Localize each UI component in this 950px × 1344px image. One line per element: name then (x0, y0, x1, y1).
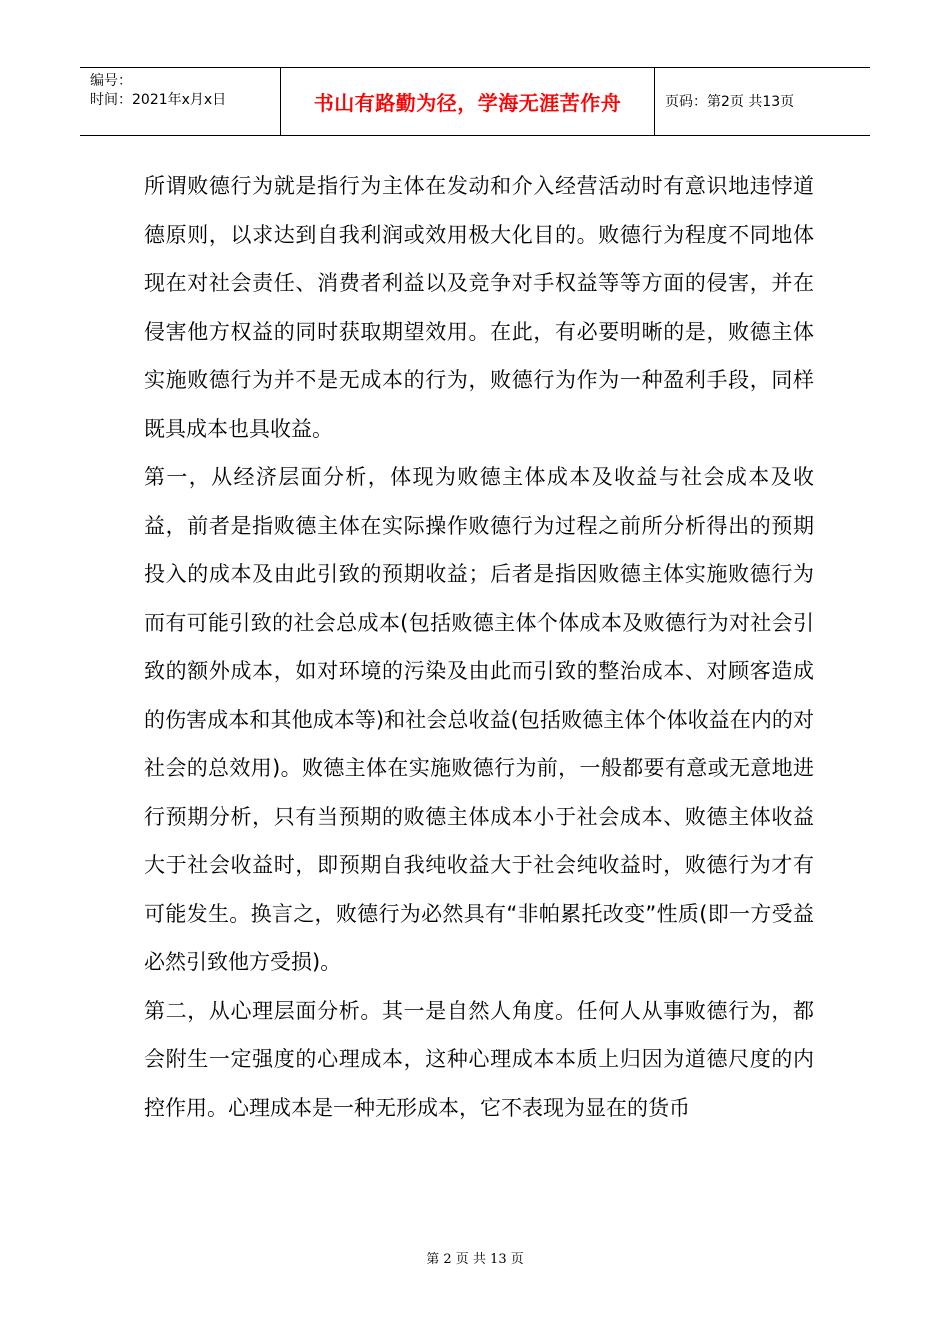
header-motto-cell (281, 68, 655, 135)
document-header (80, 67, 870, 136)
page-footer-number: 第 2 页 共 13 页 (426, 1252, 524, 1267)
paragraph: 所谓败德行为就是指行为主体在发动和介入经营活动时有意识地违悖道德原则，以求达到自我利润或效用极大化目的。败德行为程度不同地体现在对社会责任、消费者利益以及竞争对手权益等等方面的侵害，并在侵害他方权益的同时获取期望效用。在此，有必要明晰的是，败德主体实施败德行为并不是无成本的行为，败德行为作为一种盈利手段，同样既具成本也具收益。 (144, 174, 814, 441)
paragraph: 第二，从心理层面分析。其一是自然人角度。任何人从事败德行为，都会附生一定强度的心理成本，这种心理成本本质上归因为道德尺度的内控作用。心理成本是一种无形成本，它不表现为显在的货币 (144, 998, 814, 1120)
document-code-label: 编号： (90, 73, 132, 89)
header-motto: 书山有路勤为径，学海无涯苦作舟 (313, 91, 622, 115)
document-date-label: 时间：2021年x月x日 (90, 92, 227, 108)
header-meta-cell (80, 68, 281, 135)
header-page-cell (655, 68, 870, 135)
paragraph: 第一，从经济层面分析，体现为败德主体成本及收益与社会成本及收益，前者是指败德主体在实际操作败德行为过程之前所分析得出的预期投入的成本及由此引致的预期收益；后者是指因败德主体实施败德行为而有可能引致的社会总成本(包括败德主体个体成本及败德行为对社会引致的额外成本，如对环境的污染及由此而引致的整治成本、对顾客造成的伤害成本和其他成本等)和社会总收益(包括败德主体个体收益在内的对社会的总效用)。败德主体在实施败德行为前，一般都要有意或无意地进行预期分析，只有当预期的败德主体成本小于社会成本、败德主体收益大于社会收益时，即预期自我纯收益大于社会纯收益时，败德行为才有可能发生。换言之，败德行为必然具有“非帕累托改变”性质(即一方受益必然引致他方受损)。 (144, 465, 814, 974)
header-page-info: 页码：第2页 共13页 (665, 93, 795, 110)
document-body (144, 162, 814, 1132)
